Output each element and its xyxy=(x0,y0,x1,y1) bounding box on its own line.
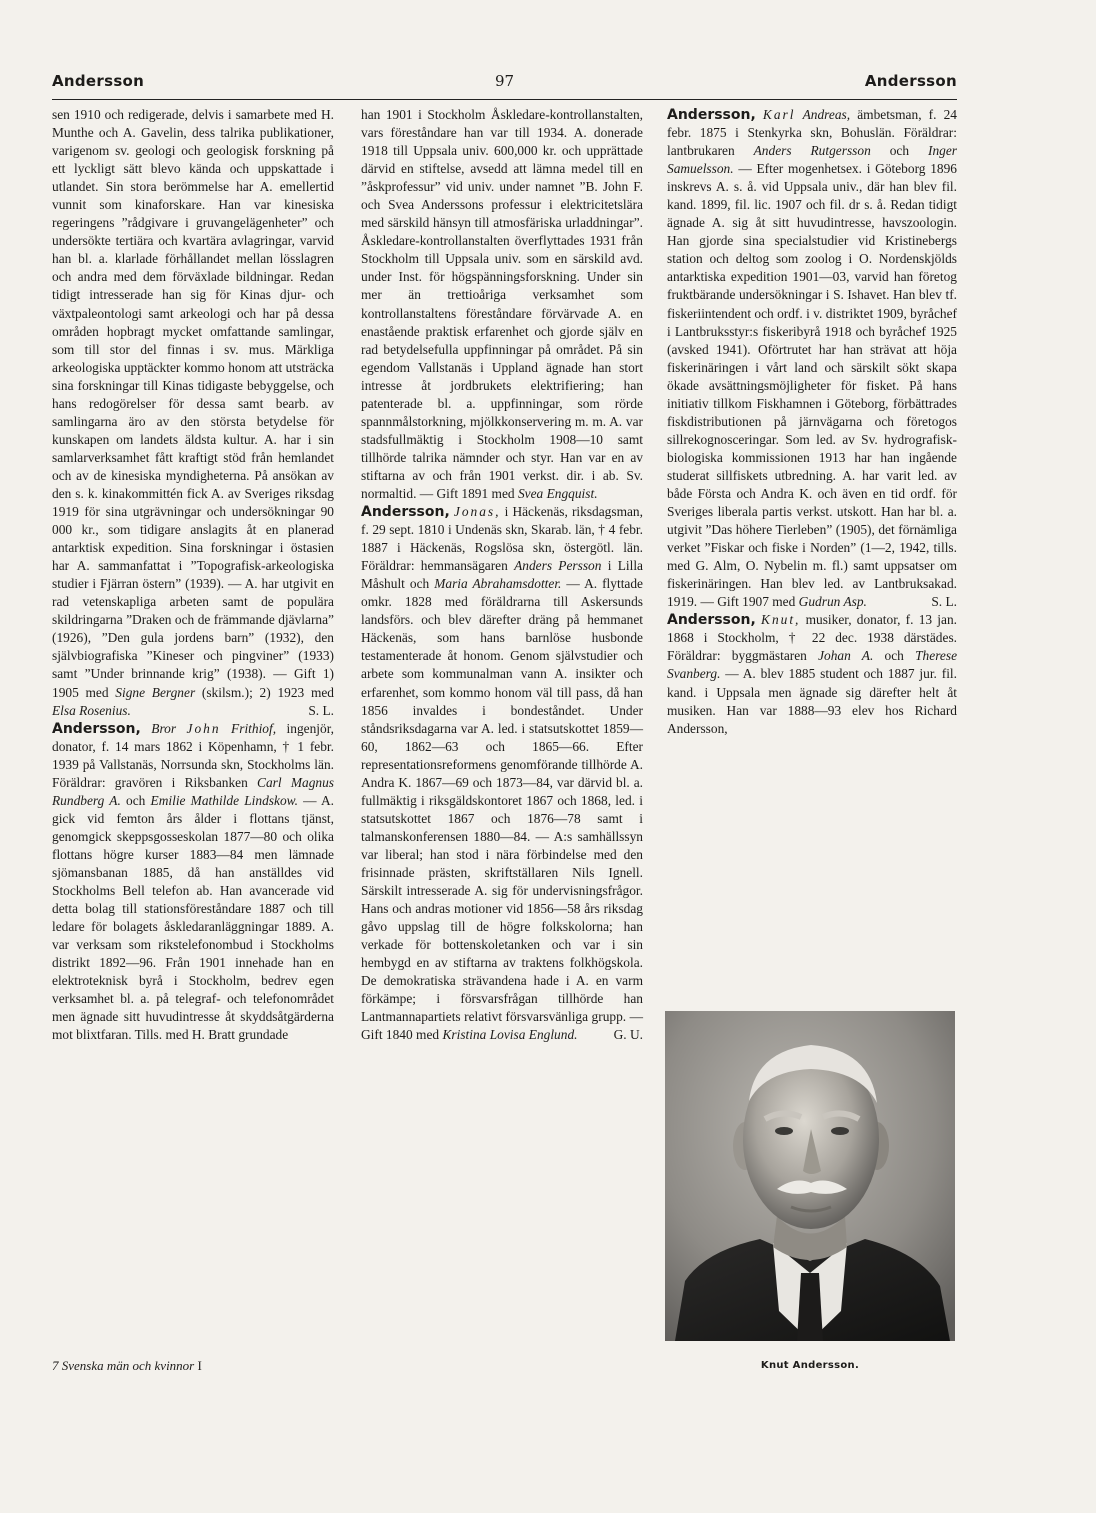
parent-name: Inger Samuelsson. xyxy=(667,143,958,177)
entry-headword: Andersson, xyxy=(361,504,450,521)
entry-continuation: sen 1910 och redigerade, delvis i samarbete med H. Munthe och A. Gavelin, dess talrika publikationer, varigenom sv. geologi och geologisk forskning på ett lyckligt sätt blevo kända och uppskattade i utlandet. Sin stora berömmelse har A. emellertid vunnit som kinaforskare. Han var kinesiska regeringens ”rådgivare i gruvangelägenheter” och undersökte tertiära och kvartära avlagringar, varvid han bl. a. klarlade förhållandet mellan lösslagren och andra med dem förväxlade bildningar. Redan tidigt intresserade han sig för Kinas djur- och växtpaleontologi samt arkeologi och har på dessa områden hopbragt mycket omfattande samlingar, som till stor del finnas i sv. mus. Märkliga arkeologiska upptäckter kommo honom att utsträcka sina forskningar till Kinas tidigaste bebyggelse, och hans redogörelser för dessa samt bearb. av samlingarna äro av den största betydelse för kunskapen om landets äldsta kultur. A. har i sin samlarverksamhet fått kraftigt stöd från hemlandet och av de kinesiska myndigheterna. På ansökan av den s. k. kinakommittén fick A. av Sveriges riksdag 1919 för sina utgrävningar och undersökningar 90 000 kr., som tidigare anslagits åt en planerad antarktisk expedition. Sina forskningar i östasien har A. sammanfattat i ”Topografisk-arkeologiska studier i Fjärran östern” (1939). — A. har utgivit en rad vetenskapliga arbeten samt de populära skildringarna ”Draken och de främmande djävlarna” (1926), ”Den gula jordens barn” (1932), den självbiografiska ”Kineser och pingviner” (1933) samt ”Under brinnande krig” (1938). — Gift 1) 1905 med Signe Bergner (skilsm.); 2) 1923 med Elsa Rosenius. S. L. xyxy=(52,106,334,720)
column-2 xyxy=(361,106,643,1044)
entry-forename-spaced: Knut, xyxy=(761,612,801,628)
portrait-caption: Knut Andersson. xyxy=(760,1360,860,1371)
printer-signature xyxy=(52,1358,202,1374)
author-signature: G. U. xyxy=(613,1027,643,1043)
header-right-title: Andersson xyxy=(864,72,957,90)
column-1 xyxy=(52,106,334,1044)
parent-name: Emilie Mathilde Lindskow. xyxy=(150,792,298,808)
parent-name: Maria Abrahamsdotter. xyxy=(434,576,562,592)
entry-karl-andreas: Andersson, Karl Andreas, ämbetsman, f. 24 febr. 1875 i Stenkyrka skn, Bohuslän. Föräldrar: lantbrukaren Anders Rutgersson och Inger Samuelsson. — Efter mogenhetsex. i Göteborg 1896 inskrevs A. s. å. vid Uppsala univ., där han blev fil. kand. 1899, fil. lic. 1907 och fil. dr s. å. Redan tidigt ägnade A. sig åt sitt huvudintresse, havszoologin. Han gjorde sina specialstudier vid Kristinebergs station och deltog som zoolog i O. Nordenskjölds antarktiska expedition 1901—03, varvid han företog fruktbärande undersökningar i S. Ishavet. Han blev tf. fiskeriintendent och ordf. i v. distriktet 1909, byråchef i Lantbruksstyr:s fiskeribyrå 1918 och byråchef 1925 (avsked 1941). Oförtrutet har han strävat att höja fiskerinäringen i vårt land och särskilt sökt skapa ökade avsättningsmöjligheter för fisket. På hans initiativ tillkom Fiskhamnen i Göteborg, förbättrades fiskdistributionen på järnvägarna och företogos sillrekognosceringar. Som led. av Sv. hydrografisk-biologiska kommissionen 1913 har han ingående studerat sillfiskets utbredning. A. har varit led. av både Första och Andra K. och även en tid ordf. för Sveriges liberala partis verkst. utskott. Han har bl. a. utgivit ”Das höhere Tierleben” (1905), det förnämliga verket ”Fiskar och fiske i Norden” (1—2, 1942, tills. med G. Alm, O. Nybelin m. fl.) samt uppsatser om fiskerinäringen. Han blev led. av Lantbruksakad. 1919. — Gift 1907 med Gudrun Asp. S. L. xyxy=(667,106,957,611)
spouse-name: Svea Engquist. xyxy=(517,485,598,501)
spouse-name: Kristina Lovisa Englund. xyxy=(442,1027,578,1043)
spouse-name: Signe Bergner xyxy=(115,684,196,700)
author-signature: S. L. xyxy=(931,594,957,610)
entry-headword: Andersson, xyxy=(52,720,141,737)
header-rule xyxy=(52,99,957,100)
entry-forename-spaced: John xyxy=(186,720,221,736)
parent-name: Anders Persson xyxy=(514,558,602,574)
spouse-name: Elsa Rosenius. xyxy=(52,702,131,718)
entry-headword: Andersson, xyxy=(667,612,756,629)
parent-name: Carl Magnus Rundberg A. xyxy=(52,774,334,808)
entry-forename-spaced: Karl xyxy=(762,107,796,122)
entry-knut: Andersson, Knut, musiker, donator, f. 13 jan. 1868 i Stockholm, † 22 dec. 1938 därstädes. Föräldrar: byggmästaren Johan A. och Therese Svanberg. — A. blev 1885 student och 1887 jur. fil. kand. i Uppsala men ägnade sig därefter helt åt musiken. Han var 1888—93 elev hos Richard Andersson, xyxy=(667,612,958,736)
parent-name: Anders Rutgersson xyxy=(753,143,871,159)
entry-jonas: Andersson, Jonas, i Häckenäs, riksdagsman, f. 29 sept. 1810 i Undenäs skn, Skarab. län, † 4 febr. 1887 i Häckenäs, Rogslösa skn, östergötl. län. Föräldrar: hemmansägaren Anders Persson i Lilla Måshult och Maria Abrahamsdotter. — A. flyttade omkr. 1828 med föräldrarna till Askersunds landsförs. och blev därefter dräng på hemmanet Häckenäs, som hans barnlöse husbonde testamenterade åt honom. Genom självstudier och arbete som kommunalman vann A. insikter och erfarenhet, som kommo honom väl till pass, då han 1856 invaldes i bondeståndet. Under ståndsriksdagarna var A. led. i statsutskottet 1859—60, 1862—63 och 1865—66. Efter representationsreformens genomförande tillhörde A. Andra K. 1867—69 och 1873—84, var därvid bl. a. fullmäktig i riksgäldskontoret 1867 och 1868, led. i statsutskottet 1867 och 1876—78 samt i talmanskonferensen 1880—84. — A:s samhällssyn var liberal; han stod i nära förbindelse med den frisinnade prästen, skriftställaren Nils Ignell. Särskilt intresserade A. sig för undervisningsfrågor. Hans och andras motioner vid 1856—58 års riksdag gåvo uppslag till de högre folkskolorna; han verkade för bottenskoletanken och var i sin hembygd en av stiftarna av traktens folkhögskola. De demokratiska strävandena hade i A. en varm förkämpe; i försvarsfrågan tillhörde han Lantmannapartiets relativt försvarsvänliga grupp. — Gift 1840 med Kristina Lovisa Englund. G. U. xyxy=(361,503,643,1044)
entry-continuation: han 1901 i Stockholm Åskledare-kontrollanstalten, vars föreståndare han var till 1934. A. donerade 1918 till Uppsala univ. 600,000 kr. och upprättade därvid en stiftelse, avsedd att lämna medel till en ”åskprofessur” vid univ. under namnet ”B. John F. och Svea Anderssons professur i elektricitetslära med särskild hänsyn till atmosfäriska urladdningar”. Åskledare-kontrollanstalten överflyttades 1931 från Stockholm till Uppsala univ. som en särskild avd. under Inst. för högspänningsforskning. Under sin mer än trettioåriga verksamhet som kontrollanstaltens föreståndare förvärvade A. en enastående praktisk erfarenhet och gjorde själv en rad betydelsefulla uppfinningar på området. På sin egendom Vallstanäs i Uppland ägnade han stort intresse åt jordbrukets elektrifiering; han patenterade bl. a. uppfinningar, som rörde spannmålstorkning, mjölkkonservering m. m. A. var stadsfullmäktig i Stockholm 1908—10 samt tillhörde talrika nämnder och styr. Han var en av stiftarna av och från 1901 verkst. dir. i ab. Sv. normaltid. — Gift 1891 med Svea Engquist. xyxy=(361,107,643,501)
entry-bror-john-frithiof: Andersson, Bror John Frithiof, ingenjör, donator, f. 14 mars 1862 i Köpenhamn, † 1 febr. 1939 på Vallstanäs, Norrsunda skn, Stockholms län. Föräldrar: gravören i Riksbanken Carl Magnus Rundberg A. och Emilie Mathilde Lindskow. — A. gick vid femton års ålder i flottans tjänst, genomgick skeppsgosseskolan 1877—80 och olika flottans högre kurser 1883—84 men lämnade sjömansbanan 1885, då han anställdes vid Stockholms Bell telefon ab. Han avancerade vid detta bolag till stationsföreståndare 1887 och till ledare för bolagets åskledaranläggningar 1889. A. var verksam som rikstelefonombud i Stockholms distrikt 1892—96. Från 1901 innehade han en elektroteknisk byrå i Stockholm, bedrev egen verksamhet bl. a. på telegraf- och telefonområdet men ägnade sitt huvudintresse åt skyddsåtgärderna mot blixtfaran. Tills. med H. Bratt grundade xyxy=(52,720,334,1043)
signature-title: Svenska män och kvinnor xyxy=(61,1358,195,1373)
page-number: 97 xyxy=(494,72,515,90)
volume-number: I xyxy=(197,1358,202,1373)
author-signature: S. L. xyxy=(308,702,334,718)
spouse-name: Gudrun Asp. xyxy=(798,594,867,610)
signature-number: 7 xyxy=(52,1358,59,1373)
header-left-title: Andersson xyxy=(52,72,145,90)
entry-headword: Andersson, xyxy=(667,107,756,123)
running-header xyxy=(52,68,957,98)
portrait-photo xyxy=(665,1011,955,1341)
parent-name: Johan A. xyxy=(818,648,874,664)
entry-forename-spaced: Jonas, xyxy=(453,504,501,520)
column-3 xyxy=(667,106,957,738)
parent-name: Therese Svanberg. xyxy=(667,648,958,682)
portrait-illustration xyxy=(665,1011,955,1341)
